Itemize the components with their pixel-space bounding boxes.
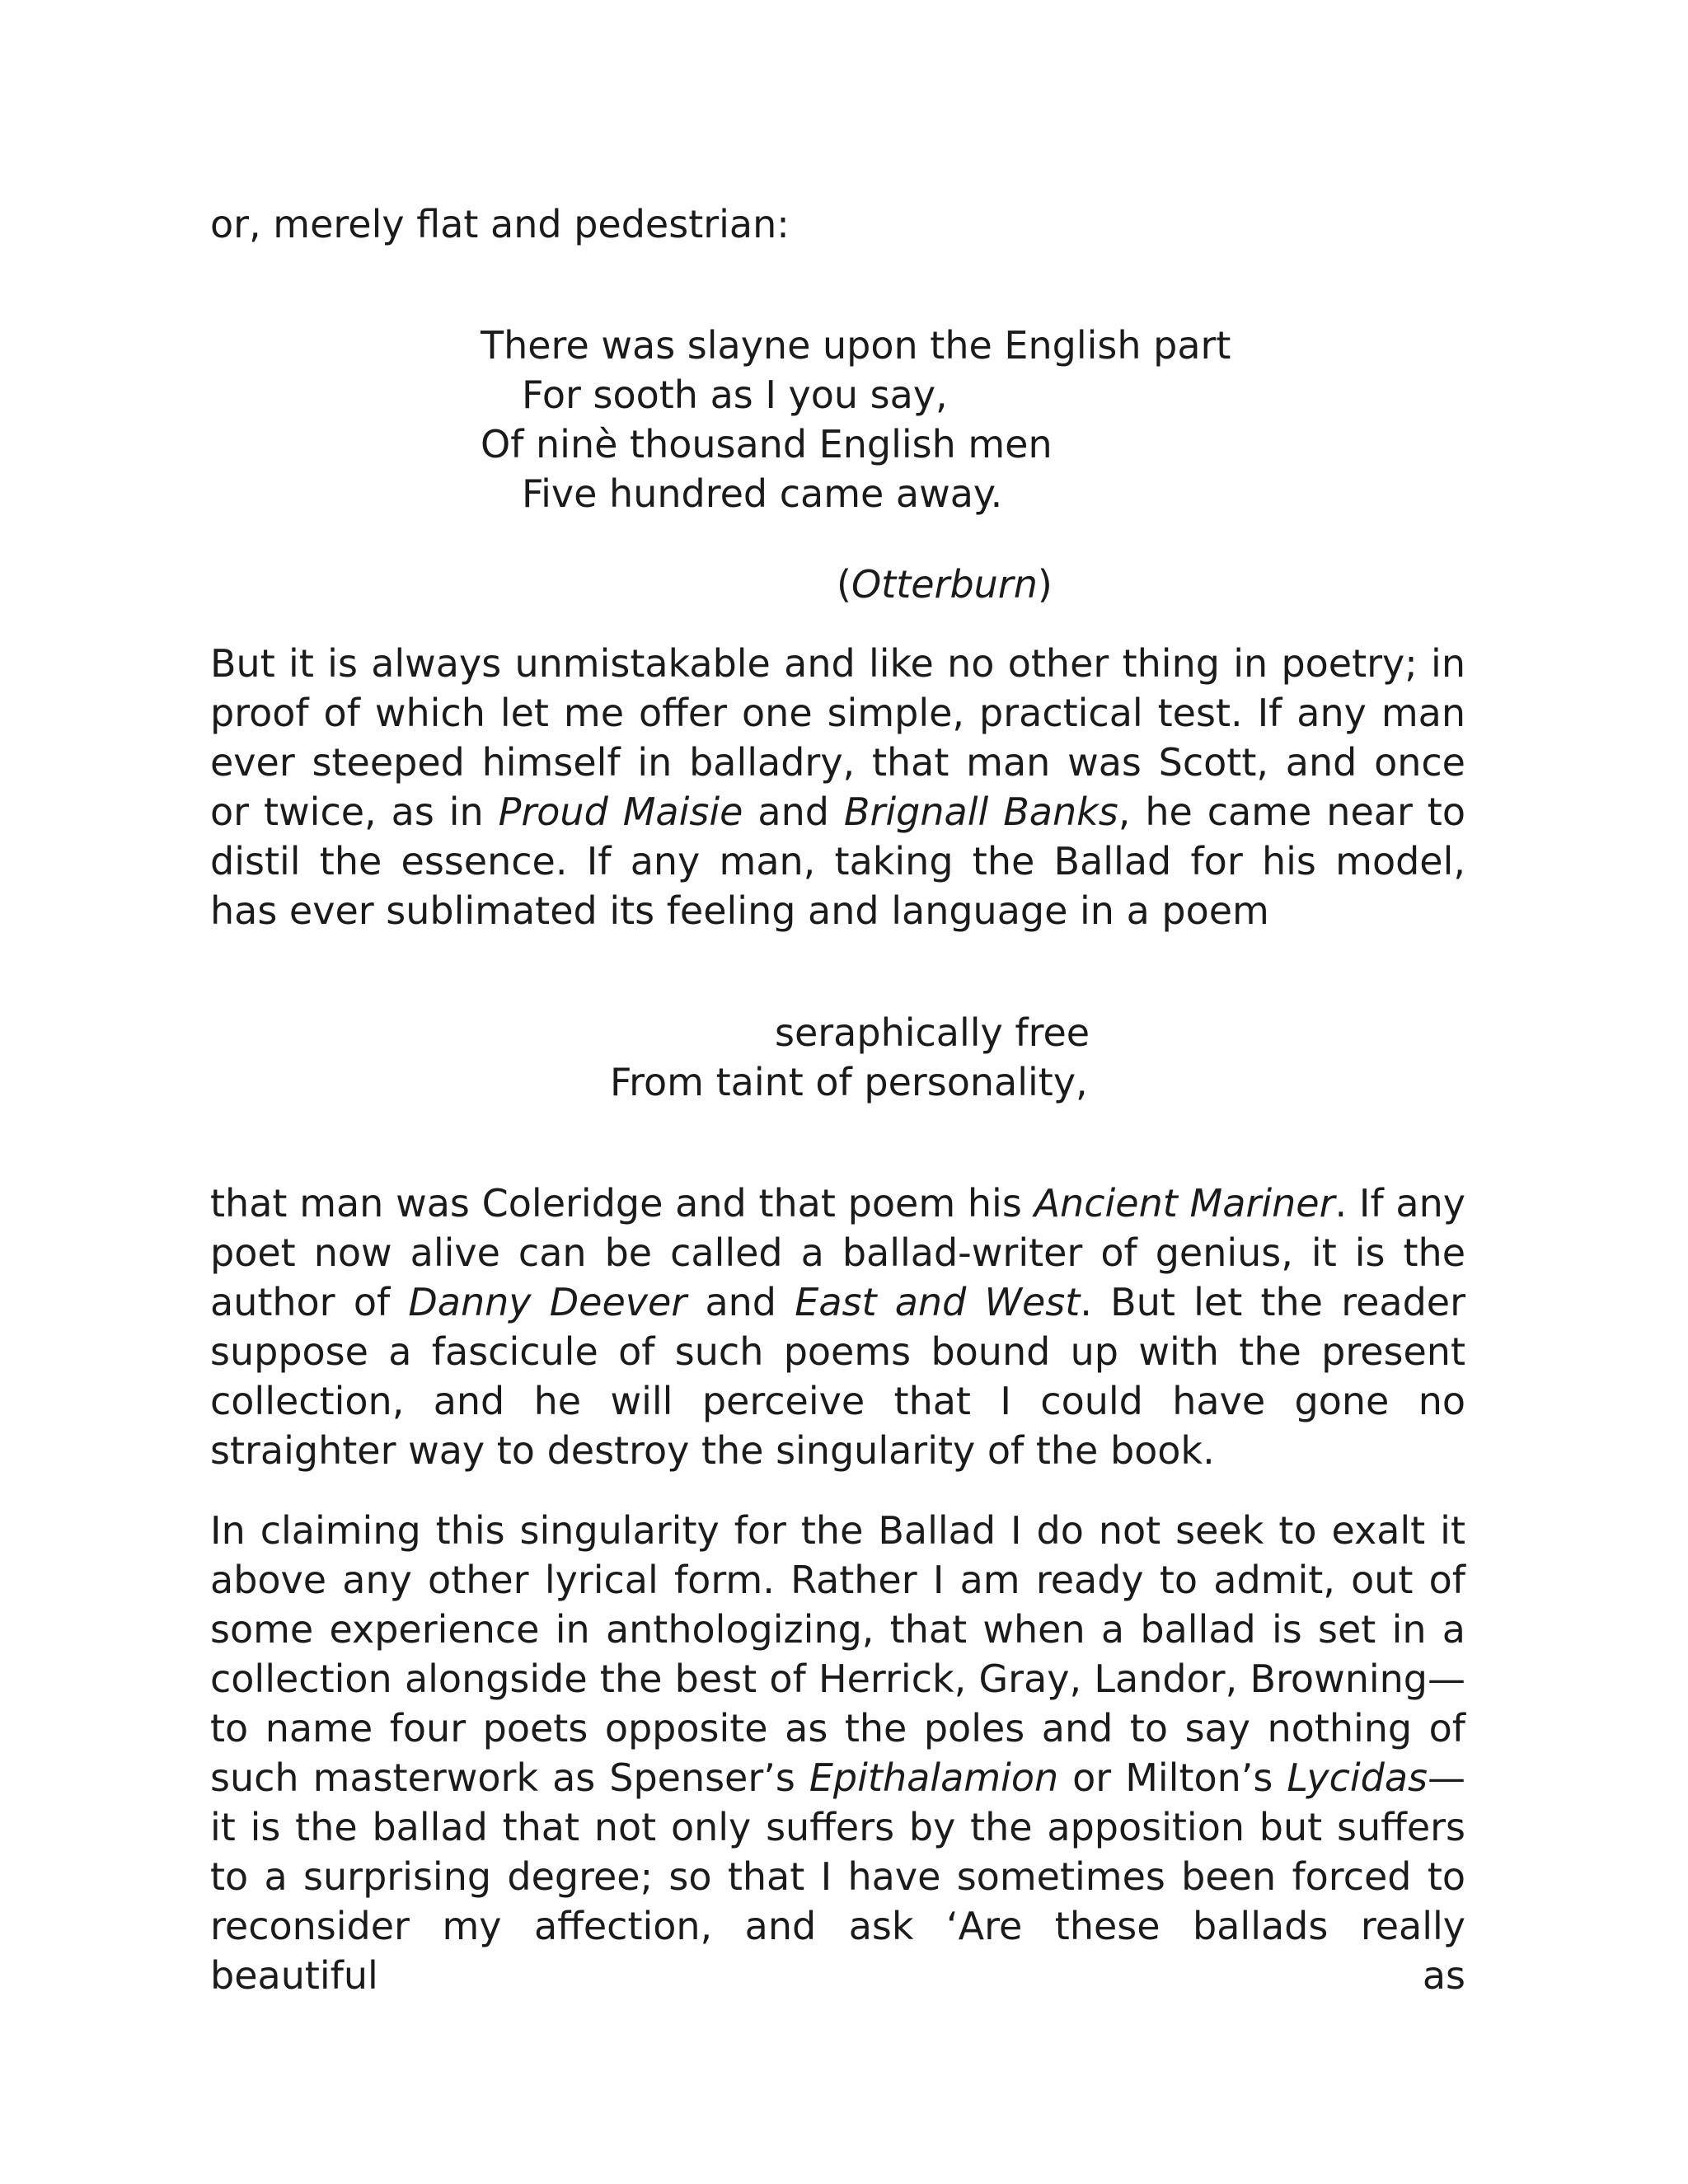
paragraph-coleridge	[210, 1179, 1465, 1475]
paragraph-text: . If any poet now alive can be called a ballad-writer of genius, it is the author of	[210, 1181, 1465, 1324]
attribution-title: Otterburn	[851, 562, 1038, 607]
verse-line: seraphically free	[775, 1010, 1090, 1055]
work-title: Brignall Banks	[843, 790, 1118, 834]
verse-line: For sooth as I you say,	[522, 373, 948, 417]
work-title: East and West	[795, 1280, 1081, 1324]
paragraph-text: In claiming this singularity for the Ballad I do not seek to exalt it above any other lyrical form. Rather I am ready to admit, out of some experience in anthologizing, that when a ballad is set in a collection alongside the best of Herrick, Gray, Landor, Browning—to name four poets opposite as the poles and to say nothing of such masterwork as Spenser’s	[210, 1508, 1465, 1800]
work-title: Epithalamion	[809, 1755, 1059, 1800]
attribution-close: )	[1037, 562, 1053, 607]
attribution-open: (	[837, 562, 851, 607]
paragraph-text: and	[687, 1280, 795, 1324]
verse-line: Of ninè thousand English men	[481, 422, 1053, 466]
paragraph-text: But it is always unmistakable and like no other thing in poetry; in proof of which let me offer one simple, practical test. If any man ever steeped himself in balladry, that man was Scott, and once or twice, as in	[210, 641, 1465, 834]
verse-line: There was slayne upon the English part	[481, 323, 1231, 368]
paragraph-text: . But let the reader suppose a fascicule of such poems bound up with the present collection, and he will perceive that I could have gone no straighter way to destroy the singularity of the book.	[210, 1280, 1465, 1473]
work-title: Lycidas	[1287, 1755, 1428, 1800]
paragraph-scott	[210, 639, 1465, 935]
work-title: Ancient Mariner	[1034, 1181, 1335, 1226]
verse-line: From taint of personality,	[610, 1060, 1088, 1104]
verse-line: Five hundred came away.	[522, 471, 1003, 516]
paragraph-text: and	[743, 790, 844, 834]
paragraph-text: , he came near to distil the essence. If any man, taking the Ballad for his model, has ever sublimated its feeling and language in a poem	[210, 790, 1465, 933]
paragraph-text: or Milton’s	[1058, 1755, 1287, 1800]
verse-attribution	[837, 560, 1053, 609]
paragraph-text: —it is the ballad that not only suffers by the apposition but suffers to a surprising degree; so that I have sometimes been forced to reconsider my affection, and ask ‘Are these ballads really beautiful as	[210, 1755, 1465, 1998]
paragraph-singularity	[210, 1506, 1465, 2000]
paragraph-text: that man was Coleridge and that poem his	[210, 1181, 1034, 1226]
work-title: Danny Deever	[408, 1280, 687, 1324]
work-title: Proud Maisie	[498, 790, 743, 834]
intro-line: or, merely flat and pedestrian:	[210, 202, 790, 246]
